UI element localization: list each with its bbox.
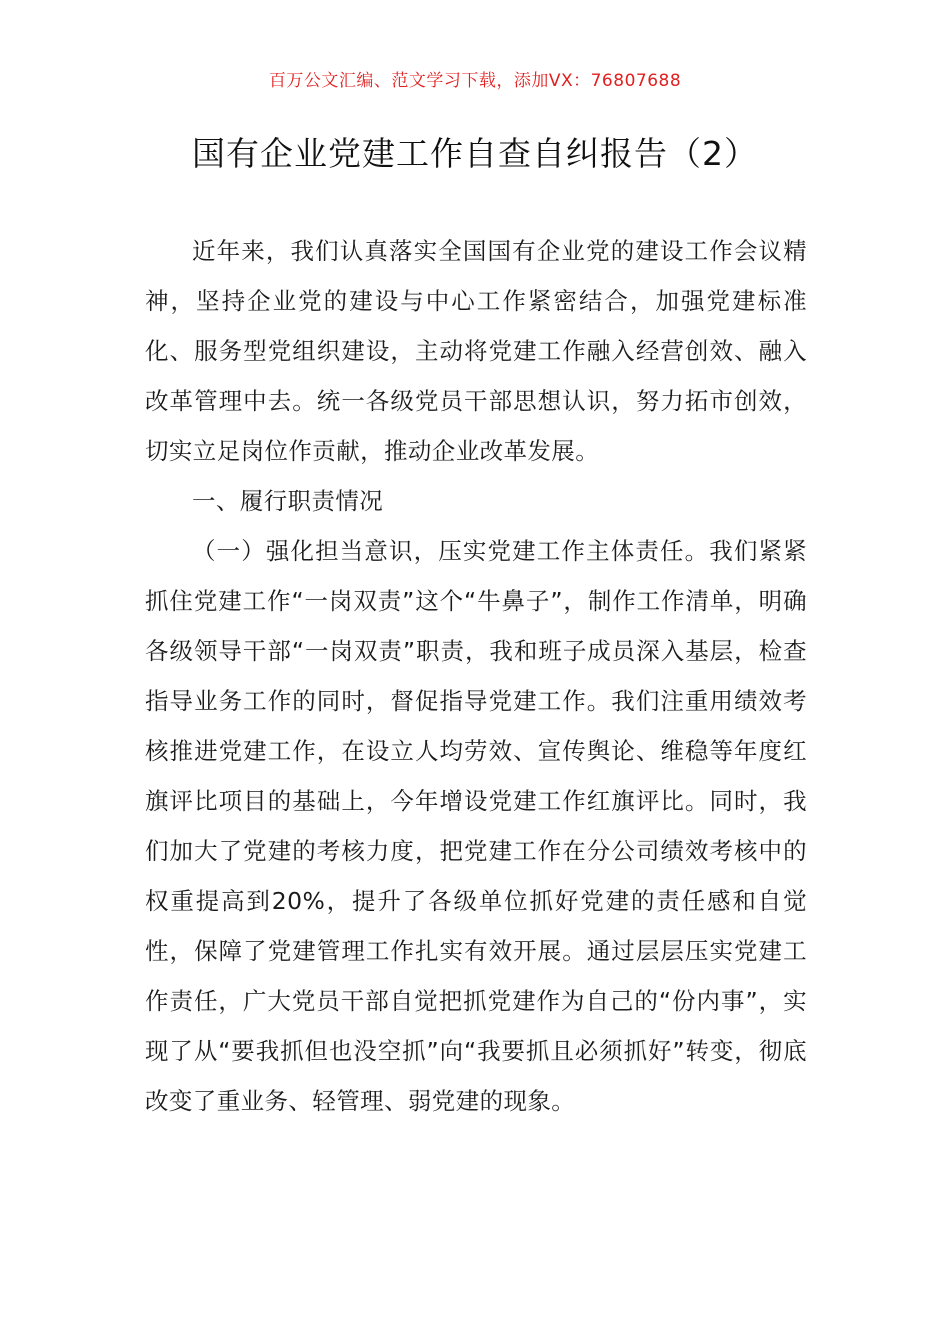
body-paragraph: （一）强化担当意识，压实党建工作主体责任。我们紧紧抓住党建工作“一岗双责”这个“牛鼻子”，制作工作清单，明确各级领导干部“一岗双责”职责，我和班子成员深入基层，检查指导业务工作的同时，督促指导党建工作。我们注重用绩效考核推进党建工作，在设立人均劳效、宣传舆论、维稳等年度红旗评比项目的基础上，今年增设党建工作红旗评比。同时，我们加大了党建的考核力度，把党建工作在分公司绩效考核中的权重提高到20%，提升了各级单位抓好党建的责任感和自觉性，保障了党建管理工作扎实有效开展。通过层层压实党建工作责任，广大党员干部自觉把抓党建作为自己的“份内事”，实现了从“要我抓但也没空抓”向“我要抓且必须抓好”转变，彻底改变了重业务、轻管理、弱党建的现象。 <box>145 537 807 1115</box>
section-heading: 一、履行职责情况 <box>192 487 384 515</box>
intro-paragraph: 近年来，我们认真落实全国国有企业党的建设工作会议精神，坚持企业党的建设与中心工作紧密结合，加强党建标准化、服务型党组织建设，主动将党建工作融入经营创效、融入改革管理中去。统一各级党员干部思想认识，努力拓市创效，切实立足岗位作贡献，推动企业改革发展。 <box>145 237 807 465</box>
header-watermark-note: 百万公文汇编、范文学习下载，添加VX：76807688 <box>268 71 682 91</box>
document-title: 国有企业党建工作自查自纠报告（2） <box>192 134 758 173</box>
document-body <box>145 226 807 1126</box>
